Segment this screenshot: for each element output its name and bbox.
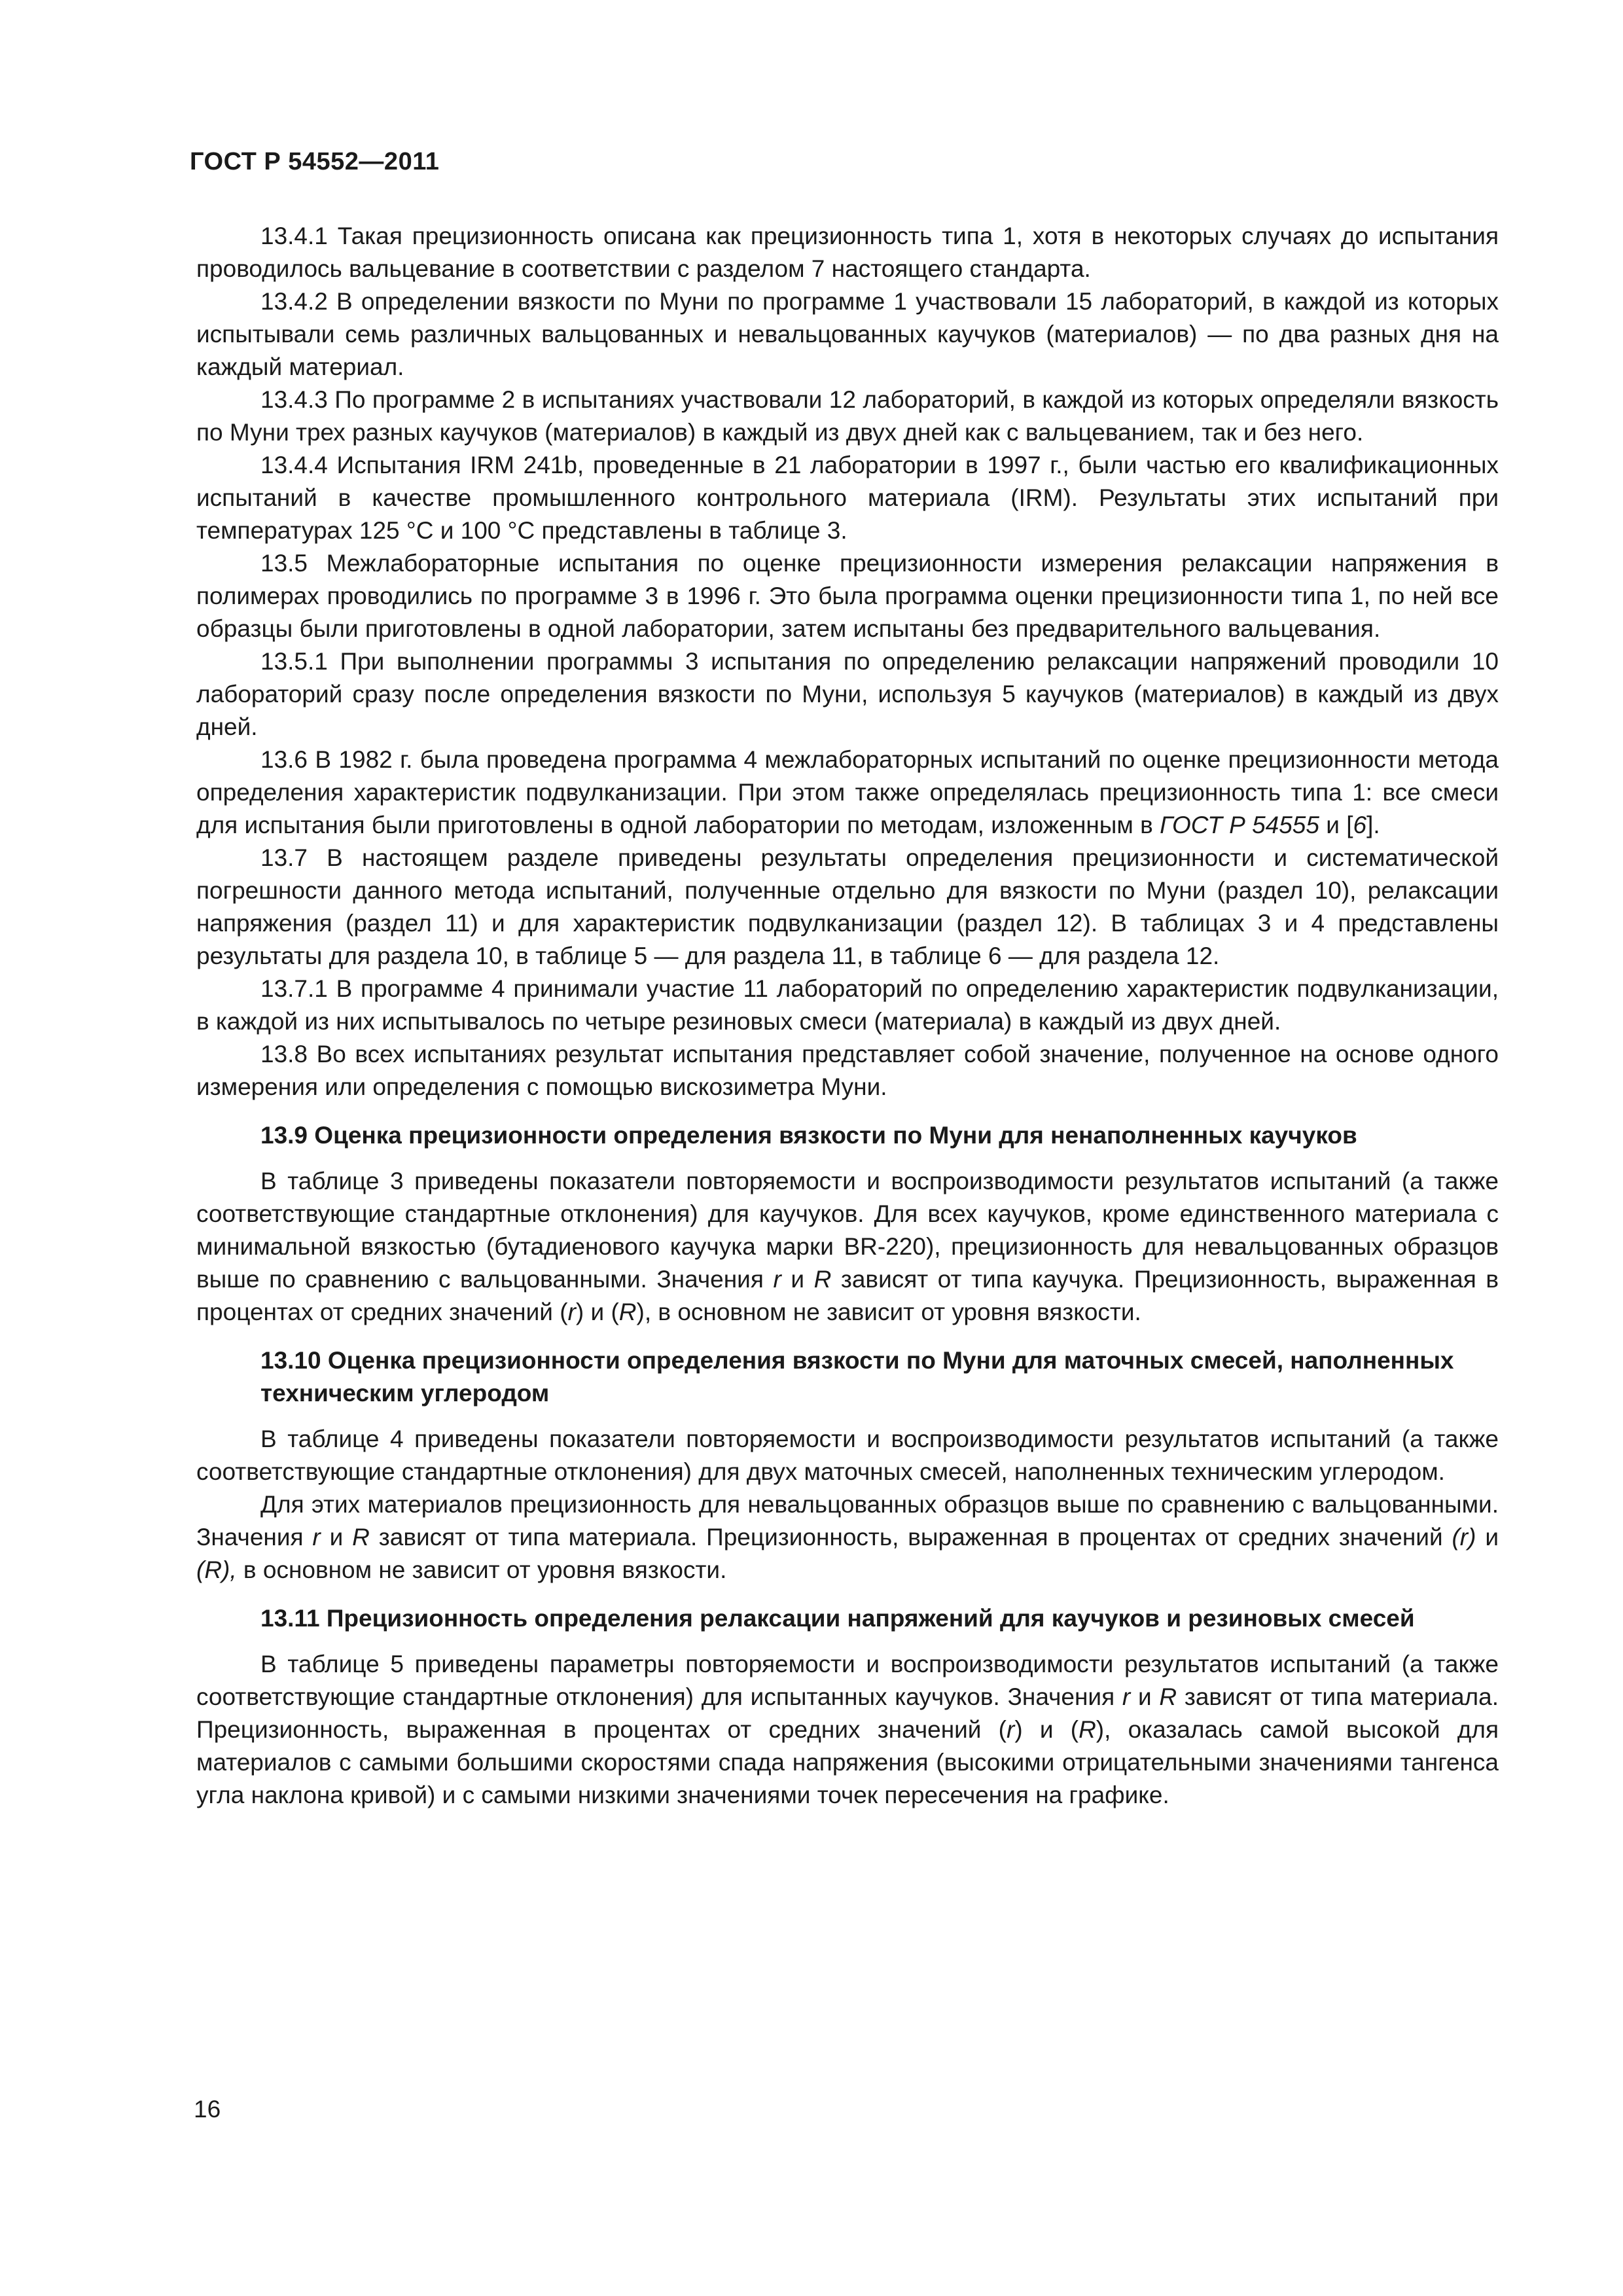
paragraph-13-6-mid: и [ [1319,812,1353,838]
paragraph-13-6-text: 13.6 В 1982 г. была проведена программа 4 межлабораторных испытаний по оценке прецизионности метода определения характеристик подвулканизации. При этом также определялась прецизионность типа 1: все смеси для испытания были приготовлены в одной лаборатории по методам, изложенным в [196,746,1499,838]
section-13-10-text-1: В таблице 4 приведены показатели повторяемости и воспроизводимости результатов испытаний (а также соответствующие стандартные отклонения) для двух маточных смесей, наполненных техническим углеродом. [196,1426,1499,1485]
section-13-11-text: В таблице 5 приведены параметры повторяемости и воспроизводимости результатов испытаний (а также соответствующие стандартные отклонения) для испытанных каучуков. Значения r и R зависят от типа материала. Прецизионность, выраженная в процентах от средних значений (r) и (R), оказалась самой высокой для материалов с самыми большими скоростями спада напряжения (высокими отрицательными значениями тангенса угла наклона кривой) и с самыми низкими значениями точек пересечения на графике. [196,1651,1499,1808]
paragraph-13-7: 13.7 В настоящем разделе приведены результаты определения прецизионности и систематической погрешности данного метода испытаний, полученные отдельно для вязкости по Муни (раздел 10), релаксации напряжения (раздел 11) и для характеристик подвулканизации (раздел 12). В таблицах 3 и 4 представлены результаты для раздела 10, в таблице 5 — для раздела 11, в таблице 6 — для раздела 12. [196,844,1499,969]
document-code-header: ГОСТ Р 54552—2011 [190,148,440,175]
section-13-10-text-2: Для этих материалов прецизионность для невальцованных образцов выше по сравнению с вальцованными. Значения r и R зависят от типа материала. Прецизионность, выраженная в процентах от средних значений (r) и (R), в основном не зависит от уровня вязкости. [196,1491,1499,1583]
page-number: 16 [194,2096,221,2123]
paragraph-13-4-3: 13.4.3 По программе 2 в испытаниях участвовали 12 лабораторий, в каждой из которых определяли вязкость по Муни трех разных каучуков (материалов) в каждый из двух дней как с вальцеванием, так и без него. [196,386,1499,446]
standard-reference-link[interactable]: ГОСТ Р 54555 [1160,812,1319,838]
paragraph-13-5: 13.5 Межлабораторные испытания по оценке прецизионности измерения релаксации напряжения в полимерах проводились по программе 3 в 1996 г. Это была программа оценки прецизионности типа 1, по ней все образцы были приготовлены в одной лаборатории, затем испытаны без предварительного вальцевания. [196,550,1499,642]
section-heading-13-9: 13.9 Оценка прецизионности определения вязкости по Муни для ненаполненных каучуков [260,1122,1357,1149]
paragraph-13-6 [196,744,1499,842]
paragraph-13-7-1: 13.7.1 В программе 4 принимали участие 11 лабораторий по определению характеристик подвулканизации, в каждой из них испытывалось по четыре резиновых смеси (материала) в каждый из двух дней. [196,975,1499,1035]
paragraph-13-8: 13.8 Во всех испытаниях результат испытания представляет собой значение, полученное на основе одного измерения или определения с помощью вискозиметра Муни. [196,1041,1499,1100]
section-heading-13-10: 13.10 Оценка прецизионности определения вязкости по Муни для маточных смесей, наполненных техническим углеродом [260,1347,1454,1407]
document-body [196,220,1499,1812]
paragraph-13-4-1: 13.4.1 Такая прецизионность описана как прецизионность типа 1, хотя в некоторых случаях до испытания проводилось вальцевание в соответствии с разделом 7 настоящего стандарта. [196,223,1499,282]
paragraph-13-4-2: 13.4.2 В определении вязкости по Муни по программе 1 участвовали 15 лабораторий, в каждой из которых испытывали семь различных вальцованных и невальцованных каучуков (материалов) — по два разных дня на каждый материал. [196,288,1499,380]
paragraph-13-4-4: 13.4.4 Испытания IRM 241b, проведенные в 21 лаборатории в 1997 г., были частью его квалификационных испытаний в качестве промышленного контрольного материала (IRM). Результаты этих испытаний при температурах 125 °С и 100 °С представлены в таблице 3. [196,452,1499,544]
paragraph-13-6-end: ]. [1366,812,1380,838]
section-heading-13-11: 13.11 Прецизионность определения релаксации напряжений для каучуков и резиновых смесей [260,1605,1415,1632]
bibliography-reference-link[interactable]: 6 [1353,812,1367,838]
section-13-9-text: В таблице 3 приведены показатели повторяемости и воспроизводимости результатов испытаний (а также соответствующие стандартные отклонения) для каучуков. Для всех каучуков, кроме единственного материала с минимальной вязкостью (бутадиенового каучука марки BR-220), прецизионность для невальцованных образцов выше по сравнению с вальцованными. Значения r и R зависят от типа каучука. Прецизионность, выраженная в процентах от средних значений (r) и (R), в основном не зависит от уровня вязкости. [196,1168,1499,1325]
paragraph-13-5-1: 13.5.1 При выполнении программы 3 испытания по определению релаксации напряжений проводили 10 лабораторий сразу после определения вязкости по Муни, используя 5 каучуков (материалов) в каждый из двух дней. [196,648,1499,740]
